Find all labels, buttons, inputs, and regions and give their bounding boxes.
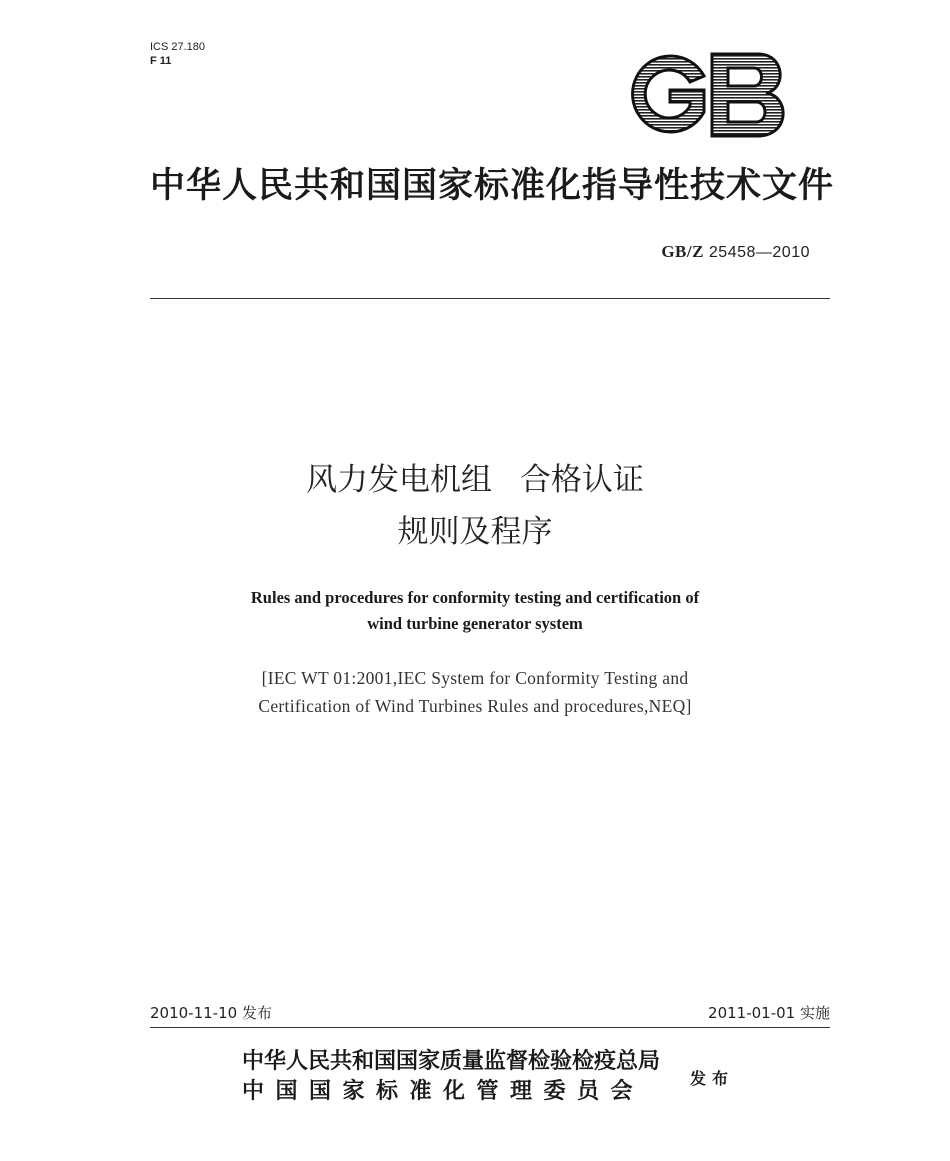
implementation-date: 2011-01-01 实施 xyxy=(708,1004,830,1022)
issue-date: 2010-11-10 发布 xyxy=(150,1004,272,1022)
bottom-rule xyxy=(150,1027,830,1028)
issuer-aqsiq: 中华人民共和国国家质量监督检验检疫总局 xyxy=(242,1049,661,1074)
gb-logo xyxy=(618,46,794,142)
adoption-note-line-2: Certification of Wind Turbines Rules and procedures,NEQ] xyxy=(258,696,692,716)
english-title-line-2: wind turbine generator system xyxy=(367,614,583,633)
standard-code xyxy=(661,242,810,262)
adoption-note-line-1: [IEC WT 01:2001,IEC System for Conformity Testing and xyxy=(261,668,689,688)
issuer-sac: 中国国家标准化管理委员会 xyxy=(242,1079,645,1104)
ics-code: ICS 27.180 xyxy=(150,41,206,53)
publish-label: 发布 xyxy=(690,1069,735,1088)
classification-codes xyxy=(150,40,205,68)
standard-code-prefix: GB/Z xyxy=(661,242,704,261)
chinese-title-line-2: 规则及程序 xyxy=(397,514,553,550)
ccs-code: F 11 xyxy=(150,55,172,67)
standard-code-number: 25458—2010 xyxy=(708,244,810,261)
chinese-title-line-1: 风力发电机组 合格认证 xyxy=(306,462,644,498)
english-title-line-1: Rules and procedures for conformity testing and certification of xyxy=(250,588,700,607)
series-title: 中华人民共和国国家标准化指导性技术文件 xyxy=(150,166,835,206)
top-rule xyxy=(150,298,830,299)
